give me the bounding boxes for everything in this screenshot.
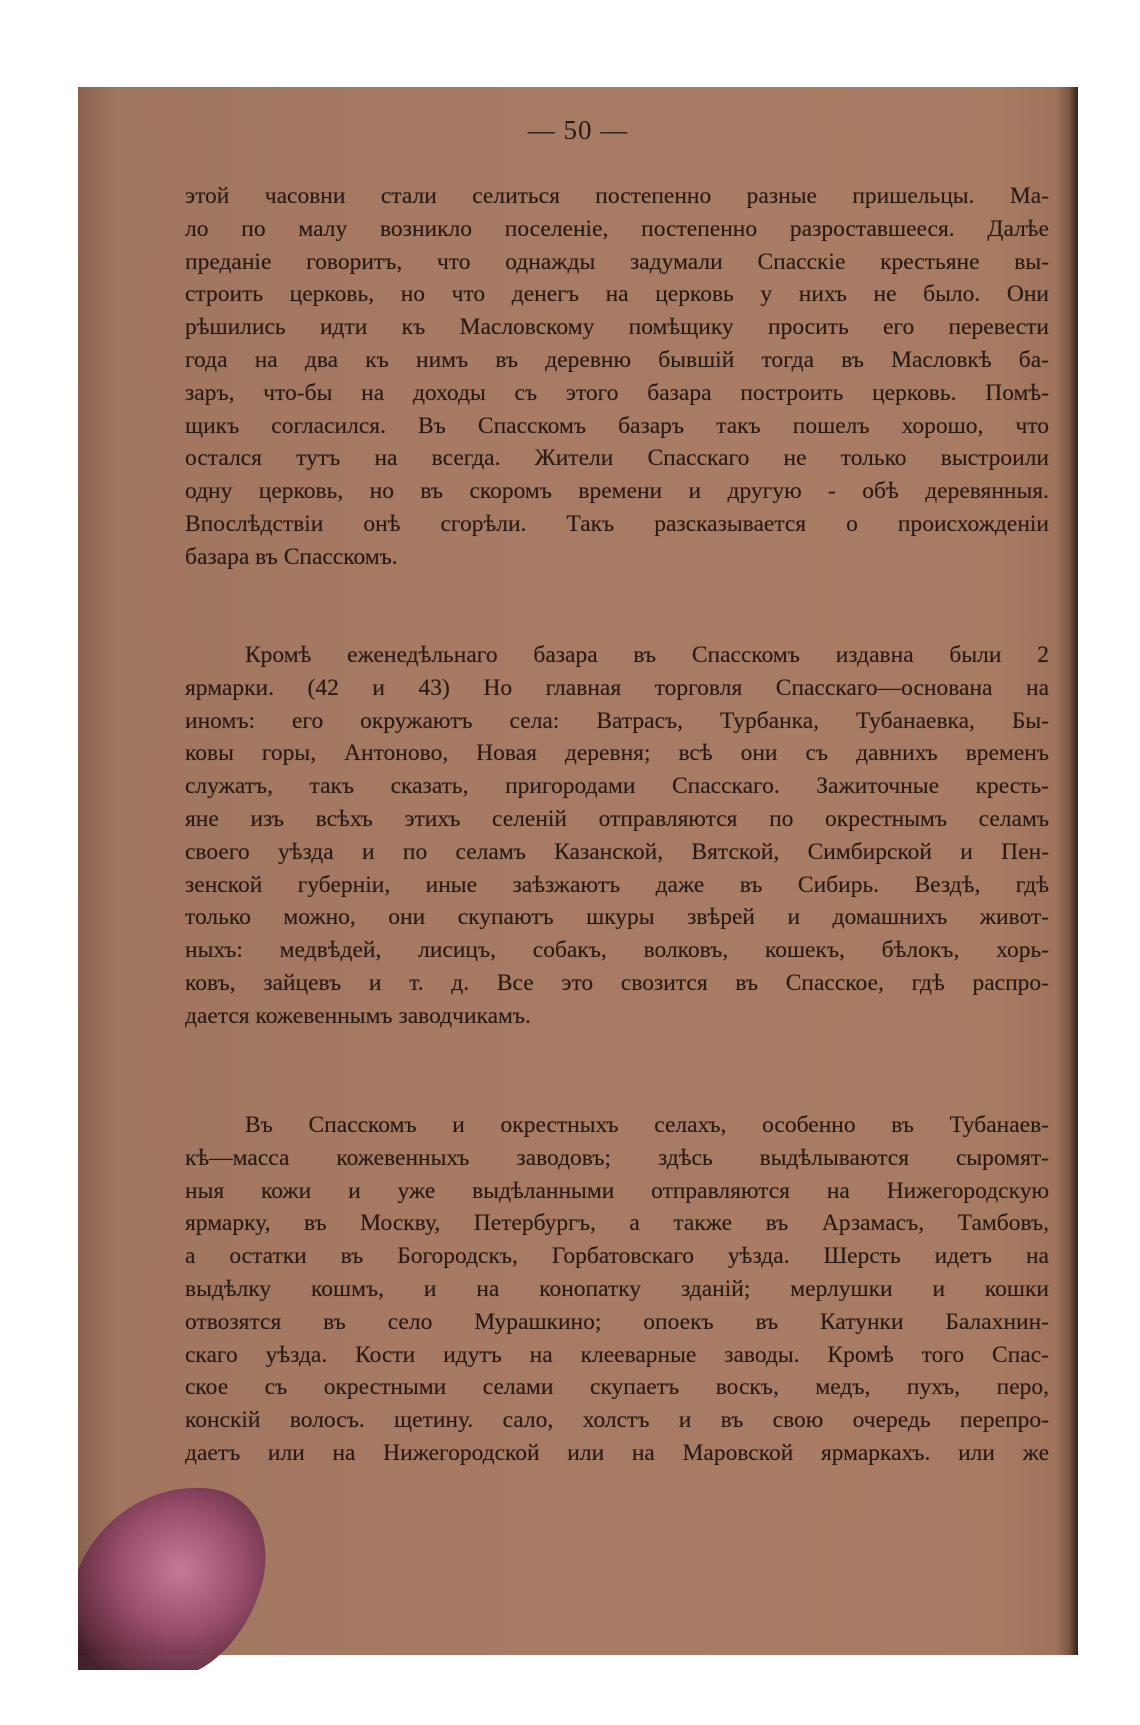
- text-line: отвозятся въ село Мурашкино; опоекъ въ Катунки Балахнин-: [185, 1308, 1049, 1335]
- text-line: ныя кожи и уже выдѣланными отправляются на Нижегородскую: [185, 1177, 1049, 1204]
- text-line: щикъ согласился. Въ Спасскомъ базаръ такъ пошелъ хорошо, что: [185, 412, 1049, 439]
- text-line: даетъ или на Нижегородской или на Маровской ярмаркахъ. или же: [185, 1439, 1049, 1466]
- text-line: конскій волосъ. щетину. сало, холстъ и въ свою очередь перепро-: [185, 1407, 1049, 1434]
- paragraph: [185, 639, 1049, 1033]
- text-line: строить церковь, но что денегъ на церковь у нихъ не было. Они: [185, 281, 1049, 308]
- text-line: а остатки въ Богородскъ, Горбатовскаго уѣзда. Шерсть идетъ на: [185, 1243, 1049, 1270]
- text-line: одну церковь, но въ скоромъ времени и другую - обѣ деревянныя.: [185, 478, 1049, 505]
- page-gutter-shadow: [78, 87, 118, 1655]
- page-number: — 50 —: [527, 115, 629, 145]
- text-line: яне изъ всѣхъ этихъ селеній отправляются по окрестнымъ селамъ: [185, 805, 1049, 832]
- text-line: остался тутъ на всегда. Жители Спасскаго не только выстроили: [185, 445, 1049, 472]
- page-edge-shadow: [1056, 87, 1078, 1655]
- text-line: Кромѣ еженедѣльнаго базара въ Спасскомъ издавна были 2: [245, 642, 1049, 668]
- text-line: кѣ—масса кожевенныхъ заводовъ; здѣсь выдѣлываются сыромят-: [185, 1144, 1049, 1171]
- text-line: Впослѣдствіи онѣ сгорѣли. Такъ разсказывается о происхожденіи: [185, 510, 1049, 537]
- text-line: иномъ: его окружаютъ села: Ватрасъ, Турбанка, Тубанаевка, Бы-: [185, 707, 1049, 734]
- text-line: Въ Спасскомъ и окрестныхъ селахъ, особенно въ Тубанаев-: [245, 1112, 1049, 1138]
- text-line: преданіе говоритъ, что однажды задумали Спасскіе крестьяне вы-: [185, 248, 1049, 275]
- text-line: скаго уѣзда. Кости идутъ на клееварные заводы. Кромѣ того Спас-: [185, 1341, 1049, 1368]
- text-line: только можно, они скупаютъ шкуры звѣрей и домашнихъ живот-: [185, 904, 1049, 931]
- text-line: зенской губерніи, иные заѣзжаютъ даже въ Сибирь. Вездѣ, гдѣ: [185, 871, 1049, 898]
- text-line: рѣшились идти къ Масловскому помѣщику просить его перевести: [185, 314, 1049, 341]
- text-line: ярмарки. (42 и 43) Но главная торговля Спасскаго—основана на: [185, 674, 1049, 701]
- scanned-page: [78, 87, 1078, 1655]
- paragraph: [185, 1109, 1049, 1470]
- text-line: ское съ окрестными селами скупаетъ воскъ, медъ, пухъ, перо,: [185, 1374, 1049, 1401]
- text-line: года на два къ нимъ въ деревню бывшій тогда въ Масловкѣ ба-: [185, 346, 1049, 373]
- text-line: ярмарку, въ Москву, Петербургъ, а также въ Арзамасъ, Тамбовъ,: [185, 1210, 1049, 1237]
- text-line: выдѣлку кошмъ, и на конопатку зданій; мерлушки и кошки: [185, 1275, 1049, 1302]
- text-line: заръ, что-бы на доходы съ этого базара построить церковь. Помѣ-: [185, 379, 1049, 406]
- text-line: ло по малу возникло поселеніе, постепенно разроставшееся. Далѣе: [185, 215, 1049, 242]
- text-line: ковы горы, Антоново, Новая деревня; всѣ они съ давнихъ временъ: [185, 740, 1049, 767]
- text-line: дается кожевеннымъ заводчикамъ.: [185, 1002, 531, 1029]
- text-line: ковъ, зайцевъ и т. д. Все это свозится въ Спасское, гдѣ распро-: [185, 969, 1049, 996]
- text-line: ныхъ: медвѣдей, лисицъ, собакъ, волковъ, кошекъ, бѣлокъ, хорь-: [185, 937, 1049, 964]
- text-line: служатъ, такъ сказать, пригородами Спасскаго. Зажиточные кресть-: [185, 773, 1049, 800]
- text-line: этой часовни стали селиться постепенно разные пришельцы. Ма-: [185, 183, 1049, 209]
- paragraph: [185, 180, 1049, 574]
- text-line: своего уѣзда и по селамъ Казанской, Вятской, Симбирской и Пен-: [185, 838, 1049, 865]
- text-line: базара въ Спасскомъ.: [185, 543, 398, 570]
